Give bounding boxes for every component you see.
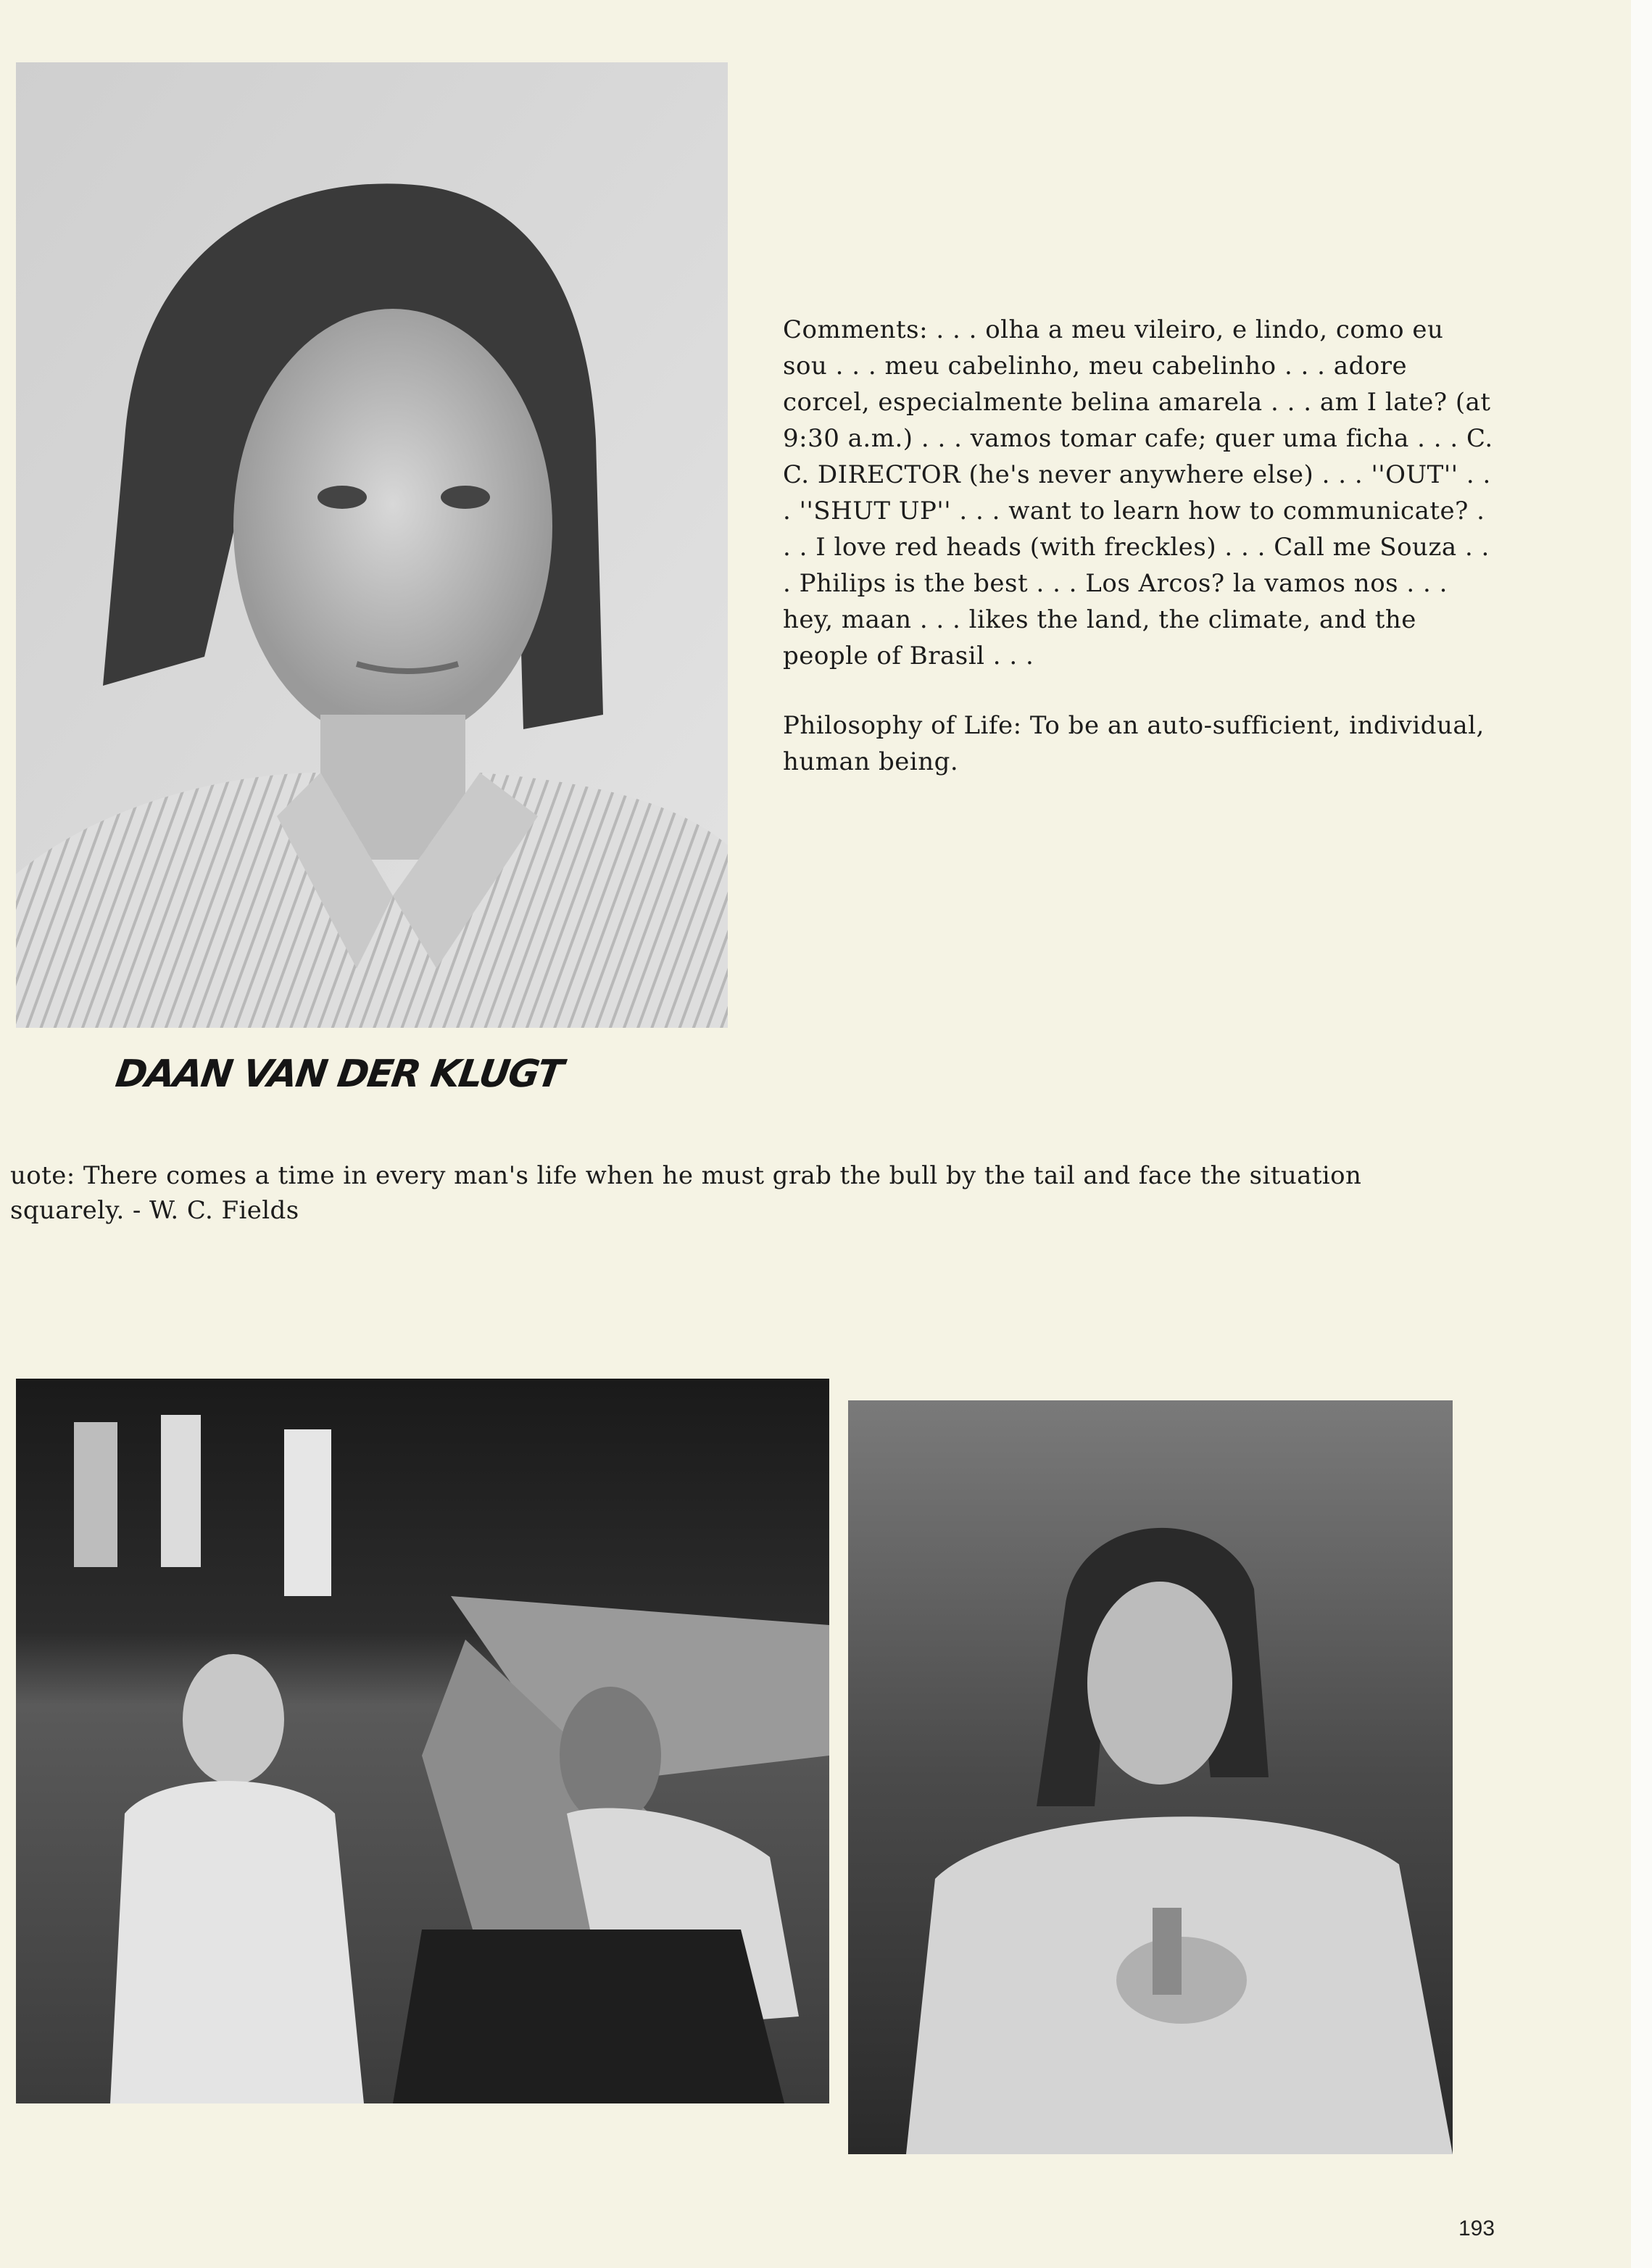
student-name: DAAN VAN DER KLUGT — [112, 1052, 565, 1096]
page-edge — [1631, 0, 1652, 2268]
quote-section — [10, 1158, 1424, 1228]
quote-line-1: uote: There comes a time in every man's life when he must grab the bull by the tail and face the situation — [10, 1161, 1362, 1190]
comments-text: Comments: . . . olha a meu vileiro, e lindo, como eu sou . . . meu cabelinho, meu cabelinho . . . adore corcel, especialmente belina amarela . . . am I late? (at 9:30 a.m.) . . . vamos tomar cafe; quer uma ficha . . . C. C. DIRECTOR (he's never anywhere else) . . . ''OUT'' . . . ''SHUT UP'' . . . want to learn how to communicate? . . . I love red heads (with freckles) . . . Call me Souza . . . Philips is the best . . . Los Arcos? la vamos nos . . . hey, maan . . . likes the land, the climate, and the people of Brasil . . . — [783, 315, 1493, 670]
senior-portrait-photo — [16, 62, 728, 1028]
philosophy-of-life: Philosophy of Life: To be an auto-sufficient, individual, human being. — [783, 711, 1485, 776]
poolside-photo — [848, 1400, 1453, 2154]
page-number: 193 — [1458, 2217, 1495, 2240]
garden-party-photo — [16, 1379, 829, 2103]
quote-line-2: squarely. - W. C. Fields — [10, 1196, 299, 1225]
comments-section — [783, 312, 1493, 780]
